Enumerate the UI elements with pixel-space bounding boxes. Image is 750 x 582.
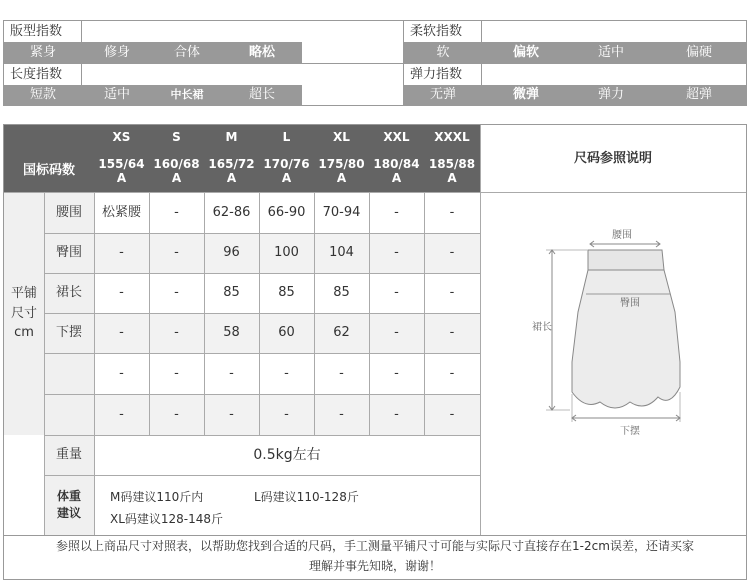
skirt-diagram	[530, 222, 700, 442]
size-header-xxxl: XXXL	[424, 125, 480, 150]
stretch-option-slight: 微弹	[482, 85, 570, 105]
measure-value: -	[149, 233, 204, 273]
measure-value: -	[94, 394, 149, 435]
fit-option-tight: 紧身	[4, 42, 82, 63]
measure-value: -	[149, 313, 204, 353]
grid-line	[44, 435, 480, 436]
grid-line	[44, 353, 480, 354]
standard-size-l: 170/76A	[259, 150, 314, 192]
measure-value: -	[449, 204, 455, 220]
measure-value: -	[394, 365, 399, 381]
advice-l: L码建议110-128斤	[254, 490, 359, 504]
measure-value: 85	[223, 285, 240, 301]
standard-size-label: 国标码数	[4, 150, 94, 192]
measure-value: 62-86	[212, 204, 251, 220]
grid-line	[4, 192, 44, 193]
grid-line	[480, 192, 746, 193]
diagram-label-hip: 臀围	[620, 298, 640, 309]
length-option-medium: 适中	[82, 85, 152, 105]
measure-value: 70-94	[322, 204, 361, 220]
measure-label: 裙长	[44, 273, 94, 313]
diagram-label-length: 裙长	[532, 322, 552, 333]
measure-label: 腰围	[44, 192, 94, 233]
measure-value: 66-90	[267, 204, 306, 220]
fit-option-slim: 修身	[82, 42, 152, 63]
measure-value: -	[149, 394, 204, 435]
length-index-blank	[82, 63, 404, 85]
measure-label	[44, 353, 94, 394]
measure-value: 104	[314, 233, 369, 273]
measure-value: 100	[259, 233, 314, 273]
measure-value: -	[449, 285, 455, 301]
measure-value: -	[174, 285, 179, 301]
weight-label: 重量	[44, 435, 94, 475]
length-option-blank	[302, 85, 404, 105]
measure-value: -	[314, 394, 369, 435]
measure-value: -	[424, 394, 480, 435]
measure-label: 下摆	[44, 313, 94, 353]
measure-value: -	[174, 365, 179, 381]
measure-value: -	[119, 285, 124, 301]
measure-value: 58	[204, 313, 259, 353]
standard-size-xl: 175/80A	[314, 150, 369, 192]
measure-value: -	[119, 365, 124, 381]
measure-label: 臀围	[44, 233, 94, 273]
stretch-index-blank	[482, 63, 746, 85]
fit-option-blank	[302, 42, 404, 63]
size-header-m: M	[204, 125, 259, 150]
grid-line	[44, 192, 480, 193]
footer-note-line1: 参照以上商品尺寸对照表，以帮助您找到合适的尺码，手工测量平铺尺寸可能与实际尺寸直接存在1-2cm误差，还请买家	[56, 539, 694, 553]
fit-index-blank	[82, 21, 404, 42]
measure-value: -	[94, 233, 149, 273]
grid-line	[44, 233, 480, 234]
measure-value: 松紧腰	[101, 204, 141, 220]
advice-xl: XL码建议128-148斤	[110, 512, 224, 526]
grid-line	[94, 435, 95, 535]
length-index-label: 长度指数	[4, 63, 82, 85]
size-header-l: L	[259, 125, 314, 150]
standard-size-xxl: 180/84A	[369, 150, 424, 192]
grid-line	[44, 475, 480, 476]
measure-value: 60	[259, 313, 314, 353]
measure-value: -	[424, 313, 480, 353]
measure-value: -	[369, 394, 424, 435]
measure-value: -	[394, 204, 399, 220]
measure-value: -	[449, 365, 455, 381]
flat-size-label-line1: 平铺	[10, 286, 37, 302]
soft-option-soft: 软	[404, 42, 482, 63]
measure-value: -	[259, 394, 314, 435]
size-header-xs: XS	[94, 125, 149, 150]
measure-value: 96	[204, 233, 259, 273]
measure-label	[44, 394, 94, 435]
measure-value: -	[229, 365, 234, 381]
size-header-xl: XL	[314, 125, 369, 150]
measure-value: -	[204, 394, 259, 435]
standard-size-xs: 155/64A	[94, 150, 149, 192]
length-option-long: 超长	[222, 85, 302, 105]
size-header-s: S	[149, 125, 204, 150]
size-header-corner	[4, 125, 94, 150]
grid-line	[44, 313, 480, 314]
measure-value: -	[339, 365, 344, 381]
size-header-xxl: XXL	[369, 125, 424, 150]
fit-option-loose: 略松	[222, 42, 302, 63]
measure-value: -	[369, 233, 424, 273]
standard-size-s: 160/68A	[149, 150, 204, 192]
soft-option-hard: 偏硬	[652, 42, 746, 63]
measure-value: -	[394, 285, 399, 301]
advice-text	[94, 475, 480, 535]
measure-value: -	[284, 365, 289, 381]
length-option-short: 短款	[4, 85, 82, 105]
soft-option-medium: 适中	[570, 42, 652, 63]
soft-option-softer: 偏软	[482, 42, 570, 63]
measure-value: 85	[278, 285, 295, 301]
length-option-midi: 中长裙	[152, 85, 222, 105]
diagram-label-hem: 下摆	[620, 426, 640, 437]
advice-label	[44, 475, 94, 535]
standard-size-m: 165/72A	[204, 150, 259, 192]
fit-index-label: 版型指数	[4, 21, 82, 42]
grid-line	[44, 273, 480, 274]
footer-note	[4, 535, 746, 579]
footer-note-line2: 理解并事先知晓，谢谢！	[308, 559, 441, 573]
measure-value: -	[369, 313, 424, 353]
standard-size-xxxl: 185/88A	[424, 150, 480, 192]
stretch-option-super: 超弹	[652, 85, 746, 105]
stretch-index-label: 弹力指数	[404, 63, 482, 85]
advice-m: M码建议110斤内	[110, 490, 204, 504]
fit-option-regular: 合体	[152, 42, 222, 63]
diagram-label-waist: 腰围	[612, 230, 632, 241]
grid-line	[44, 394, 480, 395]
grid-line	[480, 125, 481, 535]
advice-label-line2: 建议	[56, 506, 81, 520]
grid-line	[44, 192, 45, 535]
flat-size-label	[4, 192, 44, 435]
flat-size-label-line3: cm	[14, 325, 34, 341]
stretch-option-stretch: 弹力	[570, 85, 652, 105]
measure-value: -	[174, 204, 179, 220]
weight-value: 0.5kg左右	[253, 446, 321, 463]
measure-value: -	[94, 313, 149, 353]
advice-label-line1: 体重	[56, 489, 81, 504]
flat-size-label-line2: 尺寸	[10, 305, 37, 321]
measure-value: 62	[314, 313, 369, 353]
reference-title: 尺码参照说明	[573, 150, 652, 166]
measure-value: -	[424, 233, 480, 273]
stretch-option-none: 无弹	[404, 85, 482, 105]
softness-index-label: 柔软指数	[404, 21, 482, 42]
measure-value: 85	[333, 285, 350, 301]
softness-index-blank	[482, 21, 746, 42]
